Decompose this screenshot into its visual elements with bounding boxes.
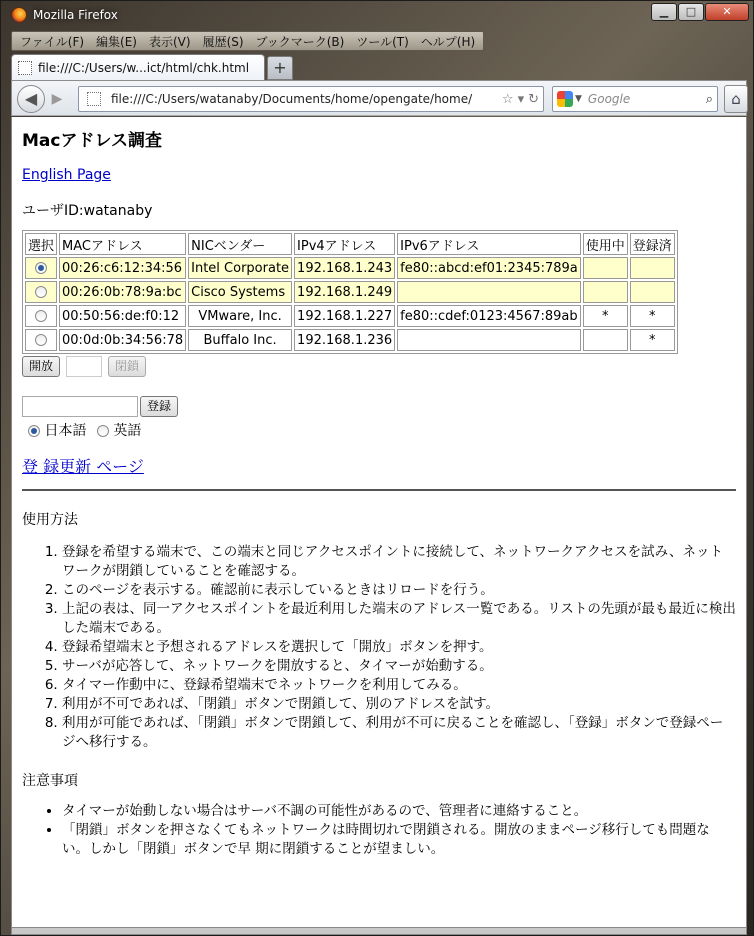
- in-use-cell: [583, 257, 628, 279]
- vendor-cell: Cisco Systems: [188, 281, 292, 303]
- lang-english-option[interactable]: [97, 423, 141, 439]
- search-input[interactable]: Google: [587, 92, 631, 106]
- ipv6-cell: [397, 329, 581, 351]
- table-row[interactable]: [25, 281, 675, 303]
- menu-edit[interactable]: 編集(E): [96, 34, 137, 49]
- ipv6-cell: fe80::cdef:0123:4567:89ab: [397, 305, 581, 327]
- status-bar: [11, 927, 747, 935]
- forward-button[interactable]: [48, 90, 66, 108]
- url-bar[interactable]: [78, 86, 544, 112]
- language-selector: [28, 420, 736, 440]
- row-select-radio[interactable]: [35, 334, 47, 346]
- divider: [22, 489, 736, 491]
- lang-english-radio[interactable]: [97, 425, 109, 437]
- home-icon: ⌂: [731, 90, 741, 108]
- mac-cell: 00:50:56:de:f0:12: [59, 305, 186, 327]
- usage-step: 1. 登録を希望する端末で、この端末と同じアクセスポイントに接続して、ネットワークアクセスを試み、ネットワークが閉鎖していることを確認する。: [62, 543, 736, 581]
- mac-cell: 00:0d:0b:34:56:78: [59, 329, 186, 351]
- navigation-toolbar: [11, 80, 747, 116]
- lang-japanese-option[interactable]: [28, 423, 86, 439]
- site-identity-icon: [87, 92, 101, 106]
- window-controls: [650, 3, 749, 21]
- usage-step: 3. 上記の表は、同一アクセスポイントを最近利用した端末のアドレス一覧である。リストの先頭が最も最近に検出した端末である。: [62, 600, 736, 638]
- menu-help[interactable]: ヘルプ(H): [420, 34, 476, 49]
- forward-arrow-icon: ▶: [51, 91, 63, 107]
- vendor-cell: VMware, Inc.: [188, 305, 292, 327]
- reload-icon[interactable]: ↻: [528, 91, 539, 107]
- mac-address-table: [22, 230, 678, 354]
- register-button[interactable]: 登録: [140, 396, 178, 417]
- close-button[interactable]: 閉鎖: [108, 356, 146, 377]
- back-arrow-icon: ◀: [24, 89, 38, 108]
- select-cell: [25, 305, 57, 327]
- lang-japanese-label: 日本語: [44, 423, 87, 439]
- col-select: 選択: [25, 233, 57, 255]
- engine-dropdown-icon[interactable]: ▼: [575, 94, 582, 104]
- note-item: • タイマーが始動しない場合はサーバ不調の可能性があるので、管理者に連絡すること。: [62, 802, 736, 821]
- in-use-cell: *: [583, 305, 628, 327]
- usage-steps: [22, 543, 736, 752]
- search-icon[interactable]: ⌕: [705, 91, 713, 107]
- select-cell: [25, 281, 57, 303]
- ipv4-cell: 192.168.1.243: [294, 257, 395, 279]
- ipv4-cell: 192.168.1.227: [294, 305, 395, 327]
- registered-cell: [630, 281, 675, 303]
- notes-list: [22, 802, 736, 859]
- user-id-value: watanaby: [83, 203, 153, 219]
- lang-english-label: 英語: [113, 423, 142, 439]
- timer-controls: [22, 356, 736, 380]
- row-select-radio[interactable]: [35, 286, 47, 298]
- google-engine-icon[interactable]: [557, 91, 573, 107]
- page-title: Macアドレス調査: [22, 131, 162, 151]
- menu-tools[interactable]: ツール(T): [356, 34, 409, 49]
- registered-cell: [630, 257, 675, 279]
- timer-display: [66, 356, 102, 377]
- usage-heading: 使用方法: [22, 512, 78, 528]
- home-button[interactable]: [724, 85, 748, 113]
- search-bar[interactable]: [552, 86, 718, 112]
- page-content: [11, 117, 747, 927]
- usage-step: 7. 利用が不可であれば、「閉鎖」ボタンで閉鎖して、別のアドレスを試す。: [62, 695, 736, 714]
- usage-step: 5. サーバが応答して、ネットワークを開放すると、タイマーが始動する。: [62, 657, 736, 676]
- table-row[interactable]: [25, 329, 675, 351]
- col-ipv6: IPv6アドレス: [397, 233, 581, 255]
- tab-chk-html[interactable]: [11, 54, 265, 80]
- registration-update-link[interactable]: 登 録更新 ページ: [22, 457, 144, 476]
- close-window-button[interactable]: ✕: [705, 3, 749, 21]
- select-cell: [25, 329, 57, 351]
- vendor-cell: Buffalo Inc.: [188, 329, 292, 351]
- open-button[interactable]: 開放: [22, 356, 60, 377]
- english-page-link[interactable]: English Page: [22, 167, 111, 183]
- new-tab-button[interactable]: +: [267, 56, 293, 80]
- lang-japanese-radio[interactable]: [28, 425, 40, 437]
- row-select-radio[interactable]: [35, 262, 47, 274]
- mac-cell: 00:26:c6:12:34:56: [59, 257, 186, 279]
- col-in-use: 使用中: [583, 233, 628, 255]
- table-row[interactable]: [25, 305, 675, 327]
- menu-view[interactable]: 表示(V): [148, 34, 191, 49]
- user-id-label: ユーザID:: [22, 203, 84, 219]
- usage-step: 2. このページを表示する。確認前に表示しているときはリロードを行う。: [62, 581, 736, 600]
- notes-heading: 注意事項: [22, 773, 78, 789]
- back-button[interactable]: [17, 85, 45, 113]
- register-input[interactable]: [22, 396, 138, 417]
- firefox-logo-icon: [11, 7, 27, 23]
- ipv6-cell: fe80::abcd:ef01:2345:789a: [397, 257, 581, 279]
- ipv6-cell: [397, 281, 581, 303]
- menu-bar: [11, 31, 484, 51]
- usage-step: 4. 登録希望端末と予想されるアドレスを選択して「開放」ボタンを押す。: [62, 638, 736, 657]
- url-text[interactable]: file:///C:/Users/watanaby/Documents/home/opengate/home/: [111, 92, 473, 106]
- usage-step: 8. 利用が可能であれば、「閉鎖」ボタンで閉鎖して、利用が不可に戻ることを確認し、「登録」ボタンで登録ページへ移行する。: [62, 714, 736, 752]
- mac-cell: 00:26:0b:78:9a:bc: [59, 281, 186, 303]
- row-select-radio[interactable]: [35, 310, 47, 322]
- ipv4-cell: 192.168.1.249: [294, 281, 395, 303]
- ipv4-cell: 192.168.1.236: [294, 329, 395, 351]
- tab-label: file:///C:/Users/w...ict/html/chk.html: [38, 60, 250, 75]
- col-registered: 登録済: [630, 233, 675, 255]
- note-item: • 「閉鎖」ボタンを押さなくてもネットワークは時間切れで閉鎖される。開放のままページ移行しても問題ない。しかし「閉鎖」ボタンで早 期に閉鎖することが望ましい。: [62, 821, 736, 859]
- tab-bar: [11, 54, 293, 80]
- col-vendor: NICベンダー: [188, 233, 292, 255]
- table-row[interactable]: [25, 257, 675, 279]
- registered-cell: *: [630, 329, 675, 351]
- maximize-button[interactable]: □: [678, 3, 704, 21]
- col-ipv4: IPv4アドレス: [294, 233, 395, 255]
- col-mac: MACアドレス: [59, 233, 186, 255]
- registered-cell: *: [630, 305, 675, 327]
- select-cell: [25, 257, 57, 279]
- table-header-row: [25, 233, 675, 255]
- user-id-line: [22, 200, 736, 220]
- usage-step: 6. タイマー作動中に、登録希望端末でネットワークを利用してみる。: [62, 676, 736, 695]
- window-title: Mozilla Firefox: [33, 8, 118, 22]
- register-controls: [22, 396, 736, 420]
- menu-file[interactable]: ファイル(F): [20, 34, 85, 49]
- minimize-button[interactable]: ▁: [651, 3, 677, 21]
- menu-history[interactable]: 履歴(S): [202, 34, 244, 49]
- page-favicon-icon: [18, 61, 32, 75]
- menu-bookmarks[interactable]: ブックマーク(B): [255, 34, 345, 49]
- vendor-cell: Intel Corporate: [188, 257, 292, 279]
- history-dropdown-icon[interactable]: ▾: [517, 91, 525, 107]
- in-use-cell: [583, 329, 628, 351]
- in-use-cell: [583, 281, 628, 303]
- bookmark-star-icon[interactable]: ☆: [501, 91, 514, 107]
- title-bar: [1, 1, 754, 29]
